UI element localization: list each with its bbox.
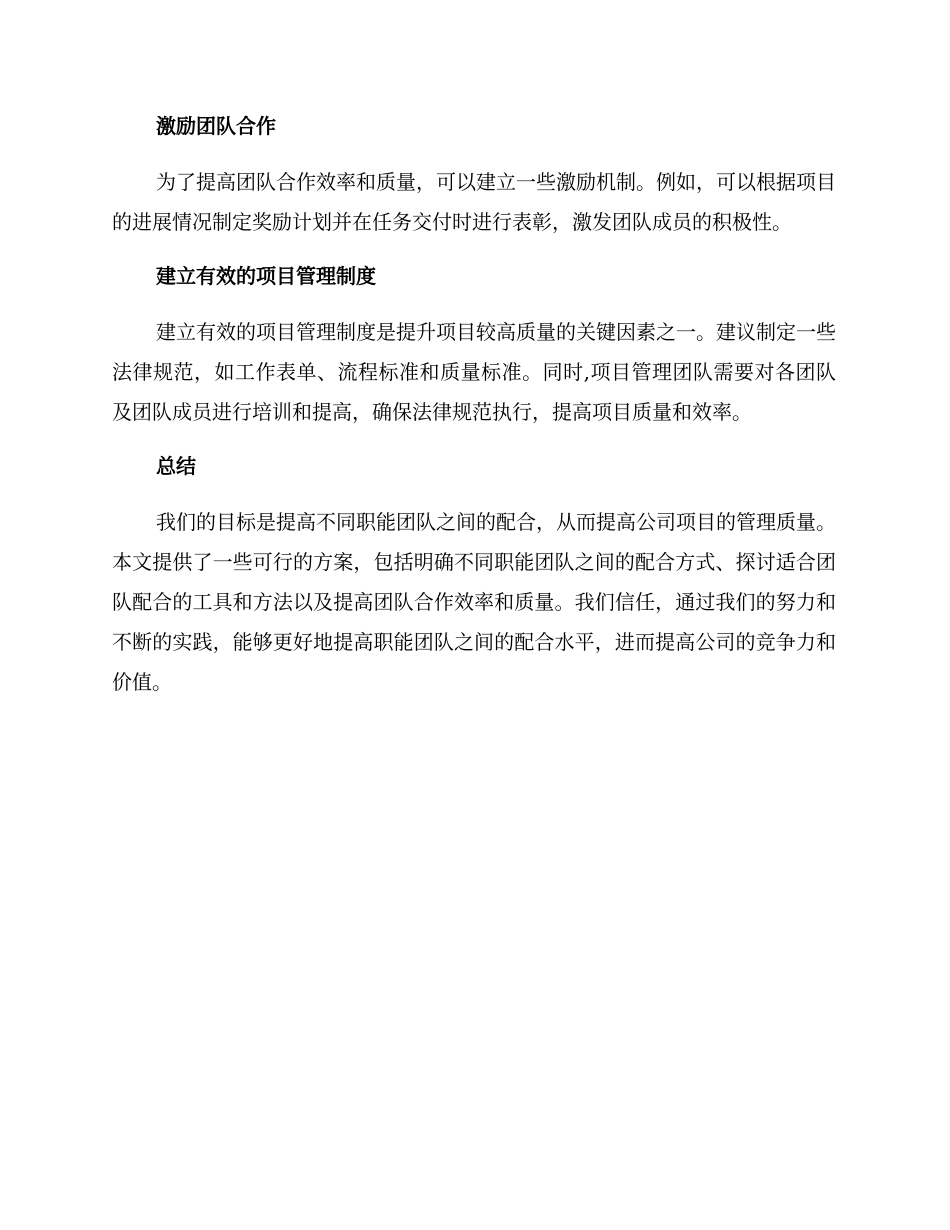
section-heading-project-management: 建立有效的项目管理制度 [156, 264, 376, 288]
section-heading-motivate-teamwork: 激励团队合作 [156, 114, 276, 138]
section-body-project-management: 建立有效的项目管理制度是提升项目较高质量的关键因素之一。建议制定一些法律规范，如工作表单、流程标准和质量标准。同时,项目管理团队需要对各团队及团队成员进行培训和提高，确保法律规范执行，提高项目质量和效率。 [112, 320, 836, 424]
section-heading-summary: 总结 [156, 454, 196, 478]
document-page [112, 108, 836, 718]
section-body-motivate-teamwork: 为了提高团队合作效率和质量，可以建立一些激励机制。例如，可以根据项目的进展情况制定奖励计划并在任务交付时进行表彰，激发团队成员的积极性。 [112, 170, 836, 234]
section-body-summary: 我们的目标是提高不同职能团队之间的配合，从而提高公司项目的管理质量。本文提供了一些可行的方案，包括明确不同职能团队之间的配合方式、探讨适合团队配合的工具和方法以及提高团队合作效率和质量。我们信任，通过我们的努力和不断的实践，能够更好地提高职能团队之间的配合水平，进而提高公司的竞争力和价值。 [112, 510, 836, 694]
